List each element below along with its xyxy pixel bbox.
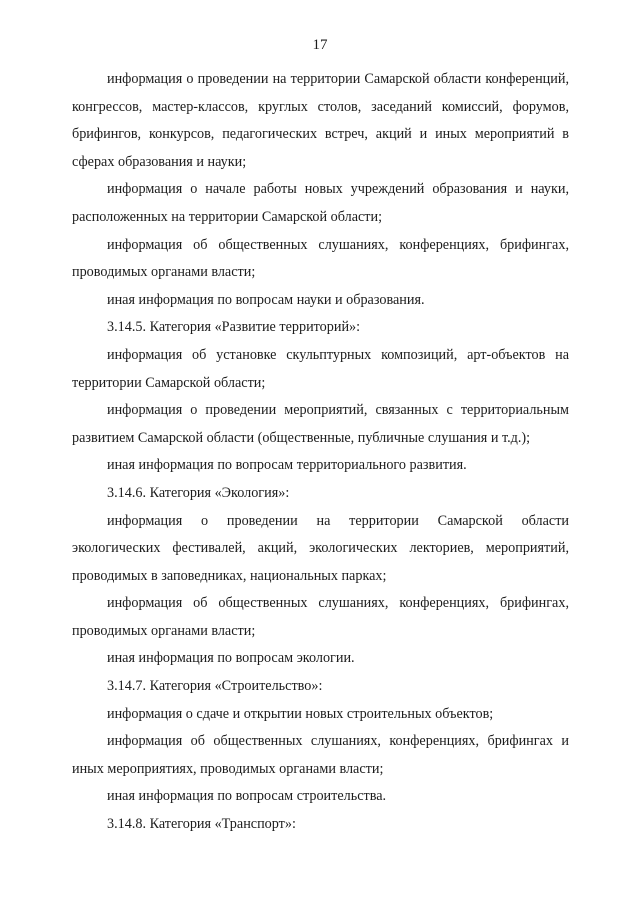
- paragraph-other-ecology: иная информация по вопросам экологии.: [107, 650, 355, 667]
- page-number: 17: [312, 37, 328, 53]
- paragraph-education-events: информация о проведении на территории Самарской области конференций, конгрессов, мастер-классов, круглых столов, заседаний комиссий, форумов, брифингов, конкурсов, педагогических встреч, акций и иных мероприятий в сферах образования и науки;: [72, 71, 569, 170]
- paragraph-territorial-development: информация о проведении мероприятий, связанных с территориальным развитием Самарской области (общественные, публичные слушания и т.д.);: [72, 402, 569, 446]
- section-heading-territory: 3.14.5. Категория «Развитие территорий»:: [107, 319, 361, 336]
- paragraph-public-hearings-ecology: информация об общественных слушаниях, конференциях, брифингах, проводимых органами власти;: [72, 595, 569, 639]
- document-body: [72, 66, 569, 839]
- paragraph-public-hearings-construction: информация об общественных слушаниях, конференциях, брифингах и иных мероприятиях, проводимых органами власти;: [72, 733, 569, 777]
- section-heading-transport: 3.14.8. Категория «Транспорт»:: [107, 816, 296, 833]
- paragraph-new-institutions: информация о начале работы новых учреждений образования и науки, расположенных на территории Самарской области;: [72, 181, 569, 225]
- section-heading-construction: 3.14.7. Категория «Строительство»:: [107, 678, 323, 695]
- paragraph-other-education: иная информация по вопросам науки и образования.: [107, 291, 425, 308]
- paragraph-sculptures: информация об установке скульптурных композиций, арт-объектов на территории Самарской области;: [72, 346, 569, 391]
- paragraph-other-construction: иная информация по вопросам строительства.: [107, 788, 387, 805]
- paragraph-public-hearings-education: информация об общественных слушаниях, конференциях, брифингах, проводимых органами власти;: [72, 236, 569, 281]
- paragraph-new-buildings: информация о сдаче и открытии новых строительных объектов;: [107, 705, 494, 722]
- paragraph-other-territory: иная информация по вопросам территориального развития.: [107, 457, 467, 474]
- section-heading-ecology: 3.14.6. Категория «Экология»:: [107, 484, 290, 501]
- paragraph-ecology-events: информация о проведении на территории Самарской области экологических фестивалей, акций, экологических лекториев, мероприятий, проводимых в заповедниках, национальных парках;: [72, 512, 569, 584]
